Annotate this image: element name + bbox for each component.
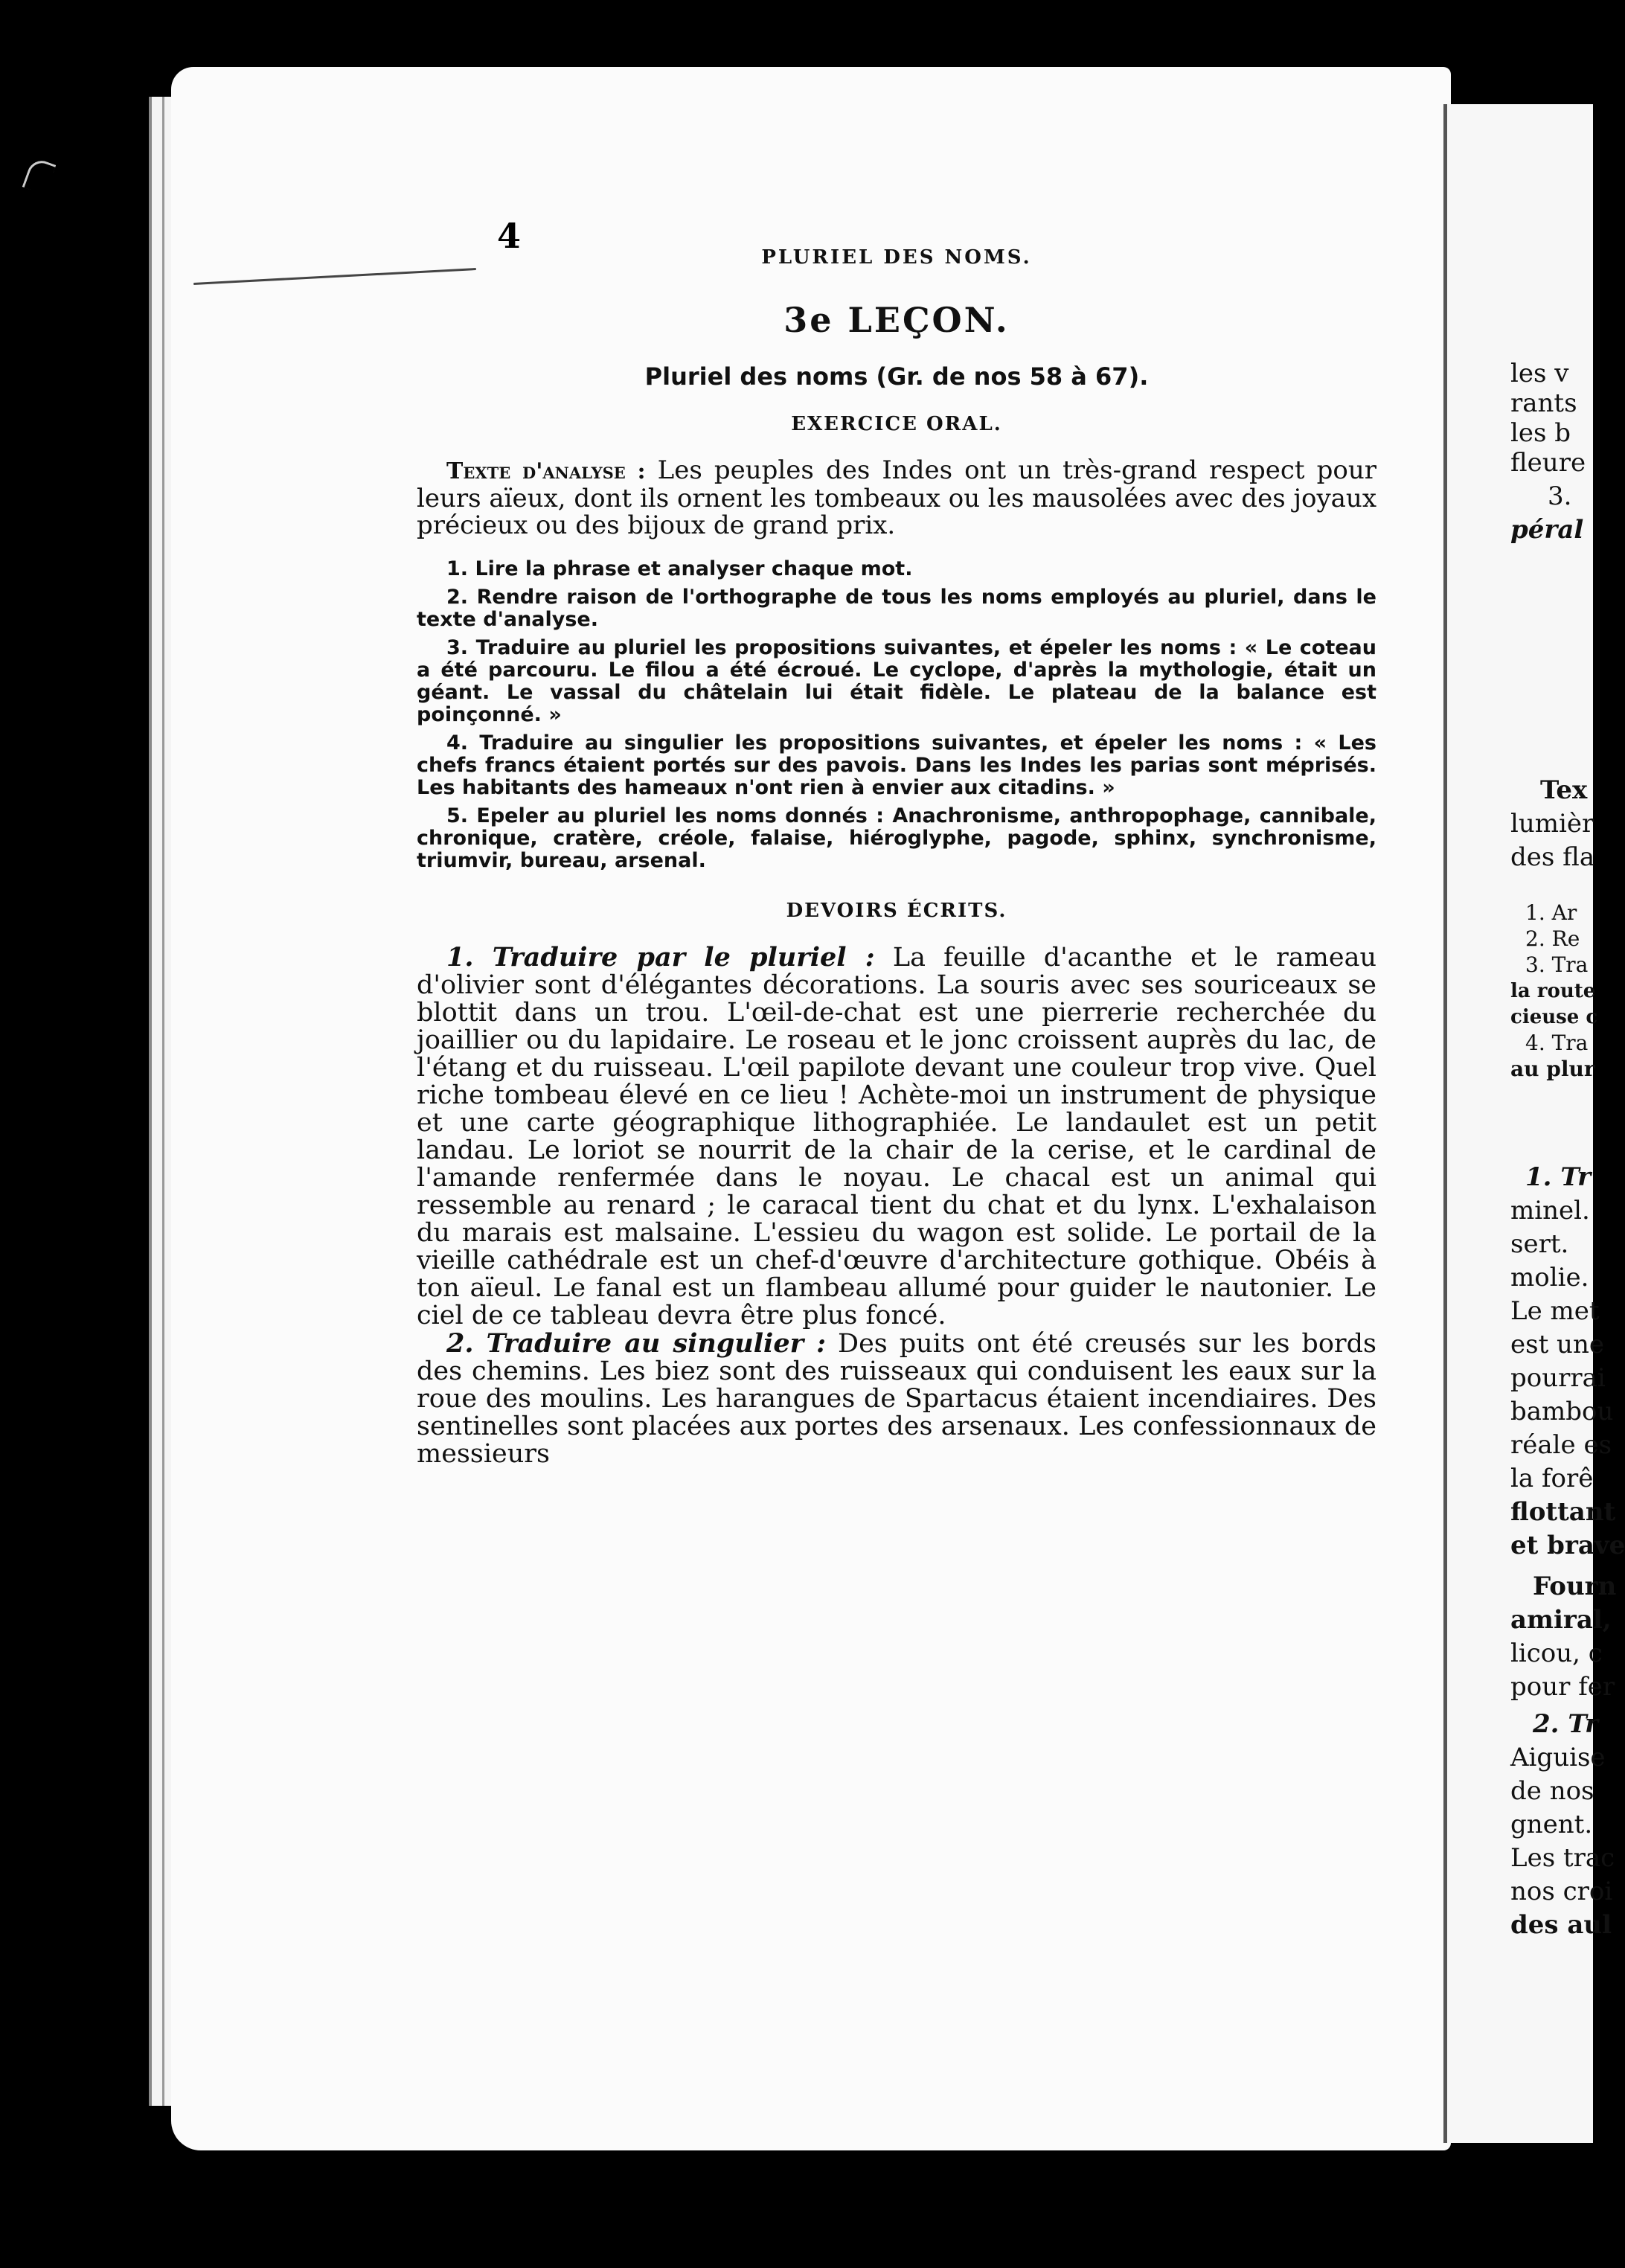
right-fragment: et brave xyxy=(1510,1531,1625,1560)
right-fragment: est une xyxy=(1510,1330,1604,1359)
right-fragment: licou, c xyxy=(1510,1638,1603,1668)
lesson-title: 3e LEÇON. xyxy=(783,300,1010,340)
right-fragment: pourrai xyxy=(1510,1363,1606,1393)
oral-item-4: 4. Traduire au singulier les propositions suivantes, et épeler les noms : « Les chefs francs étaient portés sur des pavois. Dans les Indes les parias sont méprisés. Les habitants des hameaux n'ont rien à envier aux citadins. » xyxy=(417,731,1376,799)
right-fragment: réale es xyxy=(1510,1430,1612,1460)
oral-item-2: 2. Rendre raison de l'orthographe de tous les noms employés au pluriel, dans le texte d'analyse. xyxy=(417,586,1376,631)
right-fragment: molie. xyxy=(1510,1263,1589,1292)
right-fragment: fleure xyxy=(1510,448,1586,478)
right-fragment: les b xyxy=(1510,418,1571,448)
right-fragment: gnent. xyxy=(1510,1810,1593,1839)
right-fragment: 2. Tr xyxy=(1533,1709,1599,1739)
oral-heading: EXERCICE ORAL. xyxy=(791,413,1002,435)
written-exercise-2 xyxy=(417,1330,1376,1468)
right-fragment: Les trac xyxy=(1510,1843,1615,1873)
running-head: PLURIEL DES NOMS. xyxy=(761,246,1032,269)
right-fragment: 1. Tr xyxy=(1525,1162,1592,1192)
right-fragment: pour fer xyxy=(1510,1672,1615,1702)
lesson-subtitle: Pluriel des noms (Gr. de nos 58 à 67). xyxy=(644,362,1149,391)
analysis-label: Texte d'analyse : xyxy=(446,458,646,484)
oral-item-3: 3. Traduire au pluriel les propositions suivantes, et épeler les noms : « Le coteau a été parcouru. Le filou a été écroué. Le cyclope, d'après la mythologie, était un géant. Le vassal du châtelain lui était fidèle. Le plateau de la balance est poinçonné. » xyxy=(417,636,1376,726)
right-fragment: Le met xyxy=(1510,1296,1600,1326)
right-fragment: bambou xyxy=(1510,1397,1614,1426)
right-fragment: rants xyxy=(1510,388,1577,418)
right-fragment: Aiguise xyxy=(1510,1743,1606,1772)
right-fragment: la route xyxy=(1510,980,1596,1002)
right-fragment: lumièr xyxy=(1510,809,1594,839)
right-fragment: péral xyxy=(1510,515,1584,545)
right-fragment: au plur xyxy=(1510,1057,1595,1081)
oral-item-1: 1. Lire la phrase et analyser chaque mot. xyxy=(446,557,913,580)
right-fragment: flottant xyxy=(1510,1497,1616,1527)
right-fragment: minel. xyxy=(1510,1196,1590,1226)
right-fragment: Tex xyxy=(1540,775,1588,805)
right-fragment: 2. Re xyxy=(1525,926,1580,951)
right-fragment: sert. xyxy=(1510,1229,1569,1259)
right-fragment: 1. Ar xyxy=(1525,900,1577,925)
written-2-text: Des puits ont été creusés sur les bords des chemins. Les biez sont des ruisseaux qui conduisent les eaux sur la roue des moulins. Les harangues de Spartacus étaient incendiaires. Des sentinelles sont placées aux portes des arsenaux. Les confessionnaux de messieurs xyxy=(417,1329,1376,1469)
right-fragment: des aul xyxy=(1510,1910,1612,1940)
right-fragment: Fourn xyxy=(1533,1572,1617,1601)
curve-mark xyxy=(22,157,57,196)
right-fragment: des fla xyxy=(1510,842,1595,872)
right-fragment: 4. Tra xyxy=(1525,1031,1589,1055)
right-fragment: nos croi xyxy=(1510,1877,1613,1906)
right-fragment: les v xyxy=(1510,359,1569,388)
right-fragment: la forê xyxy=(1510,1464,1594,1493)
right-fragment: 3. Tra xyxy=(1525,952,1589,977)
oral-item-5: 5. Epeler au pluriel les noms donnés : Anachronisme, anthropophage, cannibale, chronique, cratère, créole, falaise, hiéroglyphe, pagode, sphinx, synchronisme, triumvir, bureau, arsenal. xyxy=(417,804,1376,872)
page-content xyxy=(417,223,1376,1468)
right-fragment: cieuse c xyxy=(1510,1006,1598,1028)
right-fragment: de nos xyxy=(1510,1776,1594,1806)
written-2-label: 2. Traduire au singulier : xyxy=(446,1328,827,1359)
page-number: 4 xyxy=(497,216,522,256)
written-exercise-1 xyxy=(417,944,1376,1330)
written-heading: DEVOIRS ÉCRITS. xyxy=(786,900,1007,922)
right-fragment: amiral, xyxy=(1510,1605,1612,1635)
written-1-label: 1. Traduire par le pluriel : xyxy=(446,942,875,973)
analysis-text: Les peuples des Indes ont un très-grand respect pour leurs aïeux, dont ils ornent les tombeaux ou les mausolées avec des joyaux précieux ou des bijoux de grand prix. xyxy=(417,455,1377,540)
written-1-text: La feuille d'acanthe et le rameau d'olivier sont d'élégantes décorations. La souris avec ses souriceaux se blottit dans un trou. L'œil-de-chat est une pierrerie recherchée du joaillier ou du lapidaire. Le roseau et le jonc croissent auprès du lac, de l'étang et du ruisseau. L'œil papilote devant une couleur trop vive. Quel riche tombeau élevé en ce lieu ! Achète-moi un instrument de physique et une carte géographique lithographiée. Le landaulet est un petit landau. Le loriot se nourrit de la chair de la cerise, et le cardinal de l'amande renfermée dans le noyau. Le chacal est un animal qui ressemble au renard ; le caracal tient du chat et du lynx. L'exhalaison du marais est malsaine. L'essieu du wagon est solide. Le portail de la vieille cathédrale est un chef-d'œuvre d'architecture gothique. Obéis à ton aïeul. Le fanal est un flambeau allumé pour guider le nautonier. Le ciel de ce tableau devra être plus foncé. xyxy=(417,943,1376,1330)
analysis-paragraph xyxy=(417,457,1376,539)
right-fragment: 3. xyxy=(1548,481,1572,511)
